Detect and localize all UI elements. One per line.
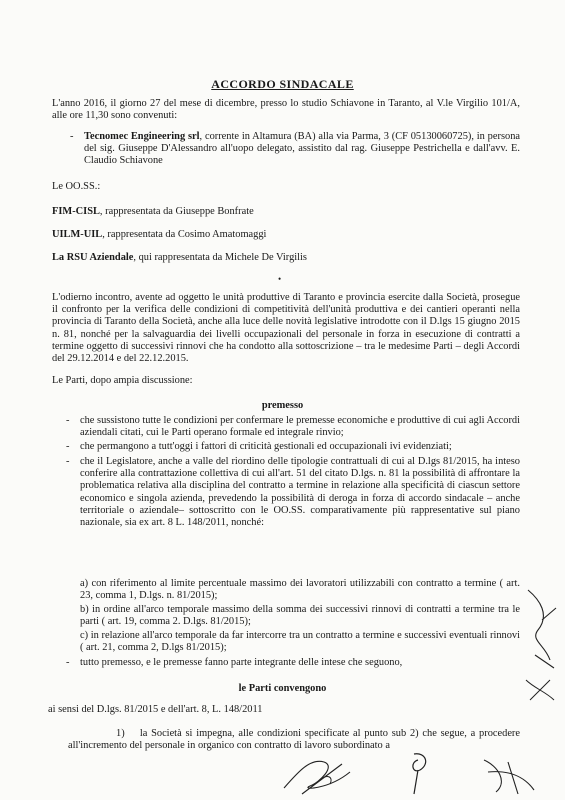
company-name: Tecnomec Engineering srl: [84, 131, 200, 142]
paragraph-incontro: L'odierno incontro, avente ad oggetto le unità produttive di Taranto e provincia esercite dalla Società, prosegue il confronto per la verifica delle condizioni di competitività dell'unità produttiva e dei cantieri operanti nella provincia di Taranto della Società, anche alla luce delle novità legislative introdotte con il D.lgs 15 giugno 2015 n. 81, nonché per la salvaguardia dei livelli occupazionali del personale in forza in esecuzione di contratti a termine oggetto di successivi rinnovi che ha condotto alla sottoscrizione – tra le medesime Parti – degli Accordi del 29.12.2014 e del 22.12.2015.: [52, 292, 520, 365]
premesso-item: - che il Legislatore, anche a valle del riordino delle tipologie contrattuali di cui al D.lgs 81/2015, ha inteso conferire alla contrattazione collettiva di cui all'art. 51 del citato D.lgs. n. 81 la possibilità di affrontare la problematica relativa alla disciplina del contratto a termine in relazione alla specificità di ciascun settore economico e singola azienda, prevedendo la possibilità di deroga in forza di accordo sindacale – anche territoriale o aziendale– sottoscritto con le OO.SS. comparativamente più rappresentative sul piano nazionale, sia ex art. 8 L. 148/2011, nonché:: [66, 456, 520, 529]
premesso-item: - che permangono a tutt'oggi i fattori di criticità gestionali ed occupazionali ivi evidenziati;: [66, 441, 452, 452]
union-rsu: [52, 252, 307, 264]
point-1: [68, 728, 520, 752]
sub-item-a: a) con riferimento al limite percentuale massimo dei lavoratori utilizzabili con contratto a termine ( art. 23, comma 1, D.lgs. n. 81/2015);: [80, 578, 520, 602]
sub-item-c: c) in relazione all'arco temporale da far intercorre tra un contratto a termine e successivi eventuali rinnovi ( art. 21, comma 2, D.lgs 81/2015);: [80, 630, 520, 654]
bottom-signature-3: [478, 752, 538, 798]
premesso-heading: premesso: [261, 400, 304, 411]
union-name: FIM-CISL: [52, 206, 100, 217]
unions-label: Le OO.SS.:: [52, 181, 101, 192]
sub-item-b: b) in ordine all'arco temporale massimo della somma dei successivi rinnovi di contratti a termine tra le parti ( art. 19, comma 2. D.lgs. 81/2015);: [80, 604, 520, 628]
final-premesso: - tutto premesso, e le premesse fanno parte integrante delle intese che seguono,: [66, 657, 403, 668]
union-representative: , rappresentata da Giuseppe Bonfrate: [99, 206, 254, 217]
legal-basis: ai sensi del D.lgs. 81/2015 e dell'art. 8, L. 148/2011: [48, 704, 263, 715]
company-details: , corrente in Altamura (BA) alla via Parma, 3 (CF 05130060725), in persona del sig. Giuseppe D'Alessandro all'uopo delegato, assistito dal rag. Giuseppe Pestrichella e dall'avv. E. Claudio Schiavone: [84, 131, 520, 167]
company-party: - Tecnomec Engineering srl, corrente in Altamura (BA) alla via Parma, 3 (CF 05130060725), in persona del sig. Giuseppe D'Alessandro all'uopo delegato, assistito dal rag. Giuseppe Pestrichella e dall'avv. E. Claudio Schiavone: [70, 131, 520, 167]
convengono-heading: le Parti convengono: [238, 683, 327, 694]
union-name: UILM-UIL: [52, 229, 103, 240]
point-number: 1): [116, 728, 125, 739]
margin-signature-mark: [520, 560, 562, 710]
bottom-signature-2: [400, 748, 440, 798]
separator-bullet: •: [278, 274, 282, 284]
point-text: la Società si impegna, alle condizioni specificate al punto sub 2) che segue, a procedere all'incremento del personale in organico con contratto di lavoro subordinato a: [68, 728, 521, 752]
premesso-item: - che sussistono tutte le condizioni per confermare le premesse economiche e produttive di cui agli Accordi aziendali citati, cui le Parti operano formale ed integrale rinvio;: [66, 415, 520, 439]
document-title: ACCORDO SINDACALE: [211, 77, 354, 91]
paragraph-parti: Le Parti, dopo ampia discussione:: [52, 375, 193, 386]
union-uilm-uil: [52, 229, 266, 241]
union-fim-cisl: [52, 206, 254, 218]
union-name: La RSU Aziendale: [52, 252, 134, 263]
bottom-signature-1: [280, 752, 360, 798]
intro-text: L'anno 2016, il giorno 27 del mese di dicembre, presso lo studio Schiavone in Taranto, al V.le Virgilio 101/A, alle ore 11,30 sono convenuti:: [52, 98, 520, 122]
union-representative: , qui rappresentata da Michele De Virgilis: [133, 252, 307, 263]
union-representative: , rappresentata da Cosimo Amatomaggi: [102, 229, 267, 240]
intro-paragraph: [52, 98, 520, 122]
